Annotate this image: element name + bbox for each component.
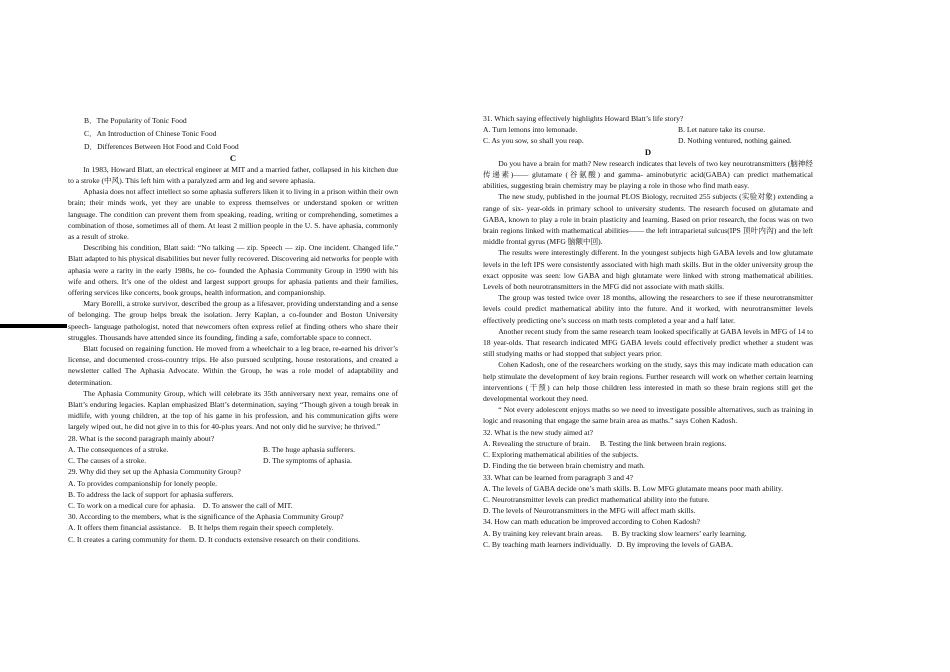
left-column xyxy=(68,113,398,545)
q30-stem: 30. According to the members, what is the significance of the Aphasia Community Group? xyxy=(68,512,344,522)
q31-option-a: A. Turn lemons into lemonade. xyxy=(483,125,578,135)
q31-options-row-2 xyxy=(483,135,813,146)
q30-options-ab: A. It offers them financial assistance. B. It helps them regain their speech completely. xyxy=(68,523,334,533)
q28-option-b: B. The huge aphasia sufferers. xyxy=(263,444,356,454)
q28-option-d: D. The symptoms of aphasia. xyxy=(263,456,352,466)
section-c-heading: C xyxy=(229,152,237,163)
q32-stem: 32. What is the new study aimed at? xyxy=(483,427,593,437)
q31-options-row-1 xyxy=(483,124,813,135)
passage-c-paragraph-4: Mary Borelli, a stroke survivor, described the group as a lifesaver, providing understanding and a sense of belonging. The group helps break the isolation. Jerry Kaplan, a co-founder and Boston University speech- language pathologist, noted that newcomers often express relief at finding others who share their struggles. Thousands have attended since its founding, finding a safe, comfortable space to connect. xyxy=(68,299,398,342)
q28-options-row-1 xyxy=(68,444,398,455)
q34-stem: 34. How can math education be improved according to Cohen Kadosh? xyxy=(483,517,700,527)
q28-stem: 28. What is the second paragraph mainly about? xyxy=(68,433,215,443)
q32-option-d: D. Finding the tie between brain chemistry and math. xyxy=(483,461,645,471)
passage-c-paragraph-6: The Aphasia Community Group, which will celebrate its 35th anniversary next year, remains one of Blatt’s enduring legacies. Kaplan emphasized Blatt’s determination, saying “Though given a tough break in midlife, with young children, at the top of his game in his profession, and his communication gifts were largely wiped out, he did not give in to this for 40-plus years. And not only did he survive; he thrived.” xyxy=(68,388,398,432)
q32-option-c: C. Exploring mathematical abilities of the subjects. xyxy=(483,450,639,460)
q29-option-b: B. To address the lack of support for aphasia sufferers. xyxy=(68,489,234,499)
passage-c-paragraph-3: Describing his condition, Blatt said: “No talking — zip. Speech — zip. One incident. Changed life.” Blatt adapted to his physical disabilities but never fully recovered. Discovering aid networks for people with aphasia were a rarity in the early 1980s, he co- founded the Aphasia Community Group in 1990 with his wife and others. It’s one of the oldest and largest support groups for aphasia patients and their families, offering services like concerts, book groups, health information, and companionship. xyxy=(68,243,398,298)
passage-d-paragraph-2: The new study, published in the journal PLOS Biology, recruited 255 subjects (实验对象) extending a range of six- year-olds in primary school to university students. The research focused on glutamate and GABA, known to play a role in brain plasticity and learning. Based on prior research, the focus was on two brain regions linked with mathematical abilities—— the left intraparietal sulcus(IPS 顶叶内沟) and the left middle frontal gyrus (MFG 脑额中回). xyxy=(483,192,813,247)
passage-d-paragraph-5: Another recent study from the same research team looked specifically at GABA levels in MFG of 14 to 18 year-olds. That research indicated MFG GABA levels could effectively predict whether a student was still studying maths or had stopped that subject years prior. xyxy=(483,326,813,359)
passage-d-paragraph-6: Cohen Kadosh, one of the researchers working on the study, says this may indicate math education can help stimulate the development of key brain regions. Further research will work on whether certain learning interventions (干预) can help those children less interested in math so these brain regions still get the developmental workout they need. xyxy=(483,360,813,404)
prev-option-c: C．An Introduction of Chinese Tonic Food xyxy=(84,129,217,139)
prev-option-d: D．Differences Between Hot Food and Cold Food xyxy=(84,142,239,152)
q28-option-a: A. The consequences of a stroke. xyxy=(68,444,169,454)
passage-c-paragraph-1: In 1983, Howard Blatt, an electrical engineer at MIT and a married father, collapsed in his kitchen due to a stroke (中风). This left him with a paralyzed arm and leg and severe aphasia. xyxy=(68,164,398,186)
q29-option-a: A. To provides companionship for lonely people. xyxy=(68,478,218,488)
q32-options-ab: A. Revealing the structure of brain. B. Testing the link between brain regions. xyxy=(483,438,727,448)
passage-c-paragraph-2: Aphasia does not affect intellect so some aphasia sufferers liken it to living in a prison within their own brain; their minds work, yet they are unable to express themselves or understand spoken or written language. The condition can prevent them from speaking, reading, writing or comprehending, sometimes a combination of those, sometimes all of them. At least 2 million people in the U. S. have aphasia, commonly as a result of stroke. xyxy=(68,187,398,242)
q31-option-d: D. Nothing ventured, nothing gained. xyxy=(678,136,792,146)
q31-option-b: B. Let nature take its course. xyxy=(678,125,766,135)
q31-stem: 31. Which saying effectively highlights Howard Blatt’s life story? xyxy=(483,114,684,123)
q34-options-cd: C. By teaching math learners individually. D. By improving the levels of GABA. xyxy=(483,539,734,549)
passage-d-paragraph-4: The group was tested twice over 18 months, allowing the researchers to see if these neurotransmitter levels could predict mathematical ability into the future. And it worked, with neurotransmitter levels effectively predicting one’s success on math tests completed a year and a half later. xyxy=(483,293,813,325)
q28-options-row-2 xyxy=(68,455,398,466)
passage-d-paragraph-7: “ Not every adolescent enjoys maths so we need to investigate possible alternatives, such as training in logic and reasoning that engage the same brain area as maths.” says Cohen Kadosh. xyxy=(483,405,813,426)
margin-bar xyxy=(0,324,67,328)
passage-d-paragraph-3: The results were interestingly different. In the youngest subjects high GABA levels and low glutamate levels in the left IPS were consistently associated with high math skills. But in the older university group the exact opposite was seen: low GABA and high glutamate were linked with strong mathematical abilities. Levels of both neurotransmitters in the MFG did not associate with math skills. xyxy=(483,248,813,292)
q33-stem: 33. What can be learned from paragraph 3 and 4? xyxy=(483,472,633,482)
q33-option-d: D. The levels of Neurotransmitters in the MFG will affect math skills. xyxy=(483,506,696,516)
q33-option-c: C. Neurotransmitter levels can predict mathematical ability into the future. xyxy=(483,494,710,504)
q33-options-ab: A. The levels of GABA decide one’s math skills. B. Low MFG glutamate means poor math ability. xyxy=(483,483,784,493)
section-d-heading: D xyxy=(644,146,652,157)
q28-option-c: C. The causes of a stroke. xyxy=(68,456,147,466)
q29-options-cd: C. To work on a medical cure for aphasia. D. To answer the call of MIT. xyxy=(68,500,293,510)
q34-options-ab: A. By training key relevant brain areas. B. By tracking slow learners’ early learning. xyxy=(483,528,747,538)
right-column xyxy=(483,113,813,550)
passage-d-paragraph-1: Do you have a brain for math? New research indicates that levels of two key neurotransmitters (脑神经传递素)—— glutamate (谷氨酸) and gamma- aminobutyric acid(GABA) can predict mathematical abilities, suggesting brain chemistry may be playing a role in those who find math easy. xyxy=(483,158,813,191)
passage-c-paragraph-5: Blatt focused on regaining function. He moved from a wheelchair to a leg brace, re-earned his driver’s license, and documented cross-country trips. He also pursued sculpting, house restorations, and created a newsletter called The Aphasia Advocate. Within the Group, he was a role model of adaptability and determination. xyxy=(68,344,398,387)
q29-stem: 29. Why did they set up the Aphasia Community Group? xyxy=(68,467,241,477)
prev-option-b: B．The Popularity of Tonic Food xyxy=(84,116,187,125)
q30-options-cd: C. It creates a caring community for them. D. It conducts extensive research on their conditions. xyxy=(68,534,361,544)
q31-option-c: C. As you sow, so shall you reap. xyxy=(483,136,584,146)
